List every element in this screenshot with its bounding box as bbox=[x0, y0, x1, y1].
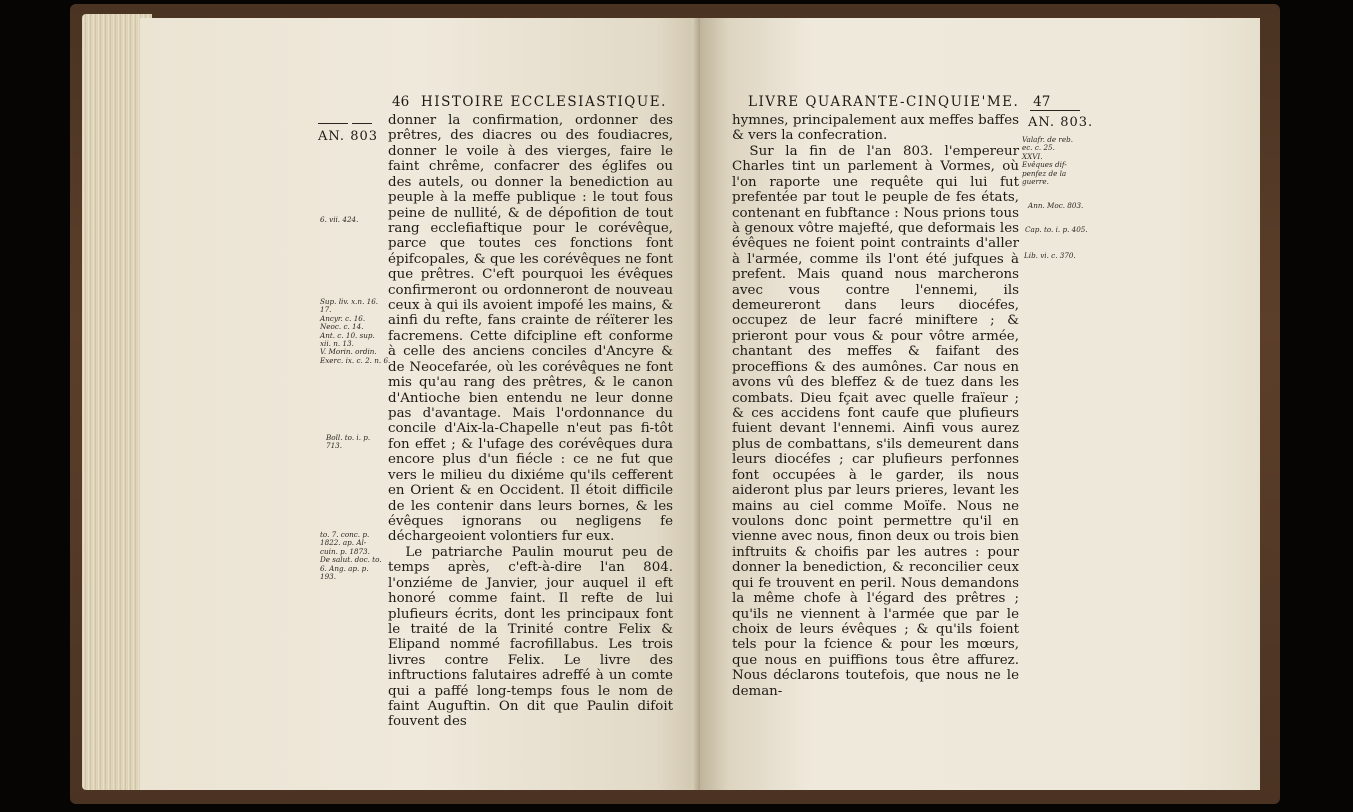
right-margin-note-1: Valafr. de reb. ec. c. 25. XXVI. Evêques dif- penfez de la guerre. bbox=[1022, 135, 1073, 187]
left-margin-note-4: to. 7. conc. p. 1822. ap. Al- cuin. p. 1873. De salut. doc. to. 6. Ang. ap. p. 193. bbox=[320, 530, 382, 582]
right-page-header bbox=[748, 94, 1056, 110]
right-page-number: 47 bbox=[1033, 94, 1051, 110]
right-paragraph-2: Sur la fin de l'an 803. l'empereur Charles tint un parlement à Vormes, où l'on raporte une requête qui lui fut prefentée par tout le peuple de fes états, contenant en fubftance : Nous prions tous à genoux vôtre majefté, que deformais les évêques ne foient point contraints d'aller à l'armée, comme ils l'ont été jufques à prefent. Mais quand nous marcherons avec vous contre l'ennemi, ils demeureront dans leurs diocéfes, occupez de leur facré miniftere ; & prieront pour vous & pour vôtre armée, chantant des meffes & faifant des proceffions & des aumônes. Car nous en avons vû des bleffez & de tuez dans les combats. Dieu fçait avec quelle fraïeur ; & ces accidens font caufe que plufieurs fuient devant l'ennemi. Ainfi vous aurez plus de combattans, s'ils demeurent dans leurs diocéfes ; car plufieurs perfonnes font occupées à le garder, ils nous aideront plus par leurs prieres, levant les mains au ciel comme Moïfe. Nous ne voulons donc point permettre qu'il en vienne avec nous, finon deux ou trois bien inftruits & choifis par les autres : pour donner la benediction, & reconcilier ceux qui fe trouvent en peril. Nous demandons la même chofe à l'égard des prêtres ; qu'ils ne viennent à l'armée que par le choix de leurs évêques ; & qu'ils foient tels pour la fcience & pour les mœurs, que nous en puiffions tous être affurez. Nous déclarons toutefois, que nous ne le deman- bbox=[732, 143, 1019, 699]
left-year-rule-a bbox=[318, 123, 348, 124]
right-year: AN. 803. bbox=[1028, 115, 1094, 130]
right-margin-note-4: Lib. vi. c. 370. bbox=[1024, 251, 1076, 260]
left-year: AN. 803 bbox=[318, 129, 379, 144]
left-margin-note-3: Boll. to. i. p. 713. bbox=[326, 433, 371, 451]
left-paragraph-2: Le patriarche Paulin mourut peu de temps après, c'eft-à-dire l'an 804. l'onziéme de Janvier, jour auquel il eft honoré comme faint. Il refte de lui plufieurs écrits, dont les principaux font le traité de la Trinité contre Felix & Elipand nommé facrofillabus. Les trois livres contre Felix. Le livre des inftructions falutaires adreffé à un comte qui a paffé long-temps fous le nom de faint Auguftin. On dit que Paulin difoit fouvent des bbox=[388, 544, 673, 730]
left-running-title: HISTOIRE ECCLESIASTIQUE. bbox=[420, 94, 667, 110]
right-body-text bbox=[732, 113, 1019, 699]
left-margin-note-1: 6. vii. 424. bbox=[320, 215, 359, 224]
left-year-rule-b bbox=[352, 123, 372, 124]
left-body-text bbox=[388, 113, 673, 730]
right-margin-note-3: Cap. to. i. p. 405. bbox=[1025, 225, 1088, 234]
right-year-rule bbox=[1030, 110, 1080, 111]
left-margin-note-2: Sup. liv. x.n. 16. 17. Ancyr. c. 16. Neoc. c. 14. Ant. c. 10. sup. xii. n. 13. V. Morin. ordin. Exerc. ix. c. 2. n. 6. bbox=[320, 297, 391, 365]
right-running-title: LIVRE QUARANTE-CINQUIE'ME. bbox=[748, 94, 1020, 110]
left-page-header bbox=[392, 94, 667, 110]
right-paragraph-1: hymnes, principalement aux meffes baffes & vers la confecration. bbox=[732, 113, 1019, 144]
right-margin-note-2: Ann. Moc. 803. bbox=[1028, 201, 1084, 210]
left-page-number: 46 bbox=[392, 94, 410, 110]
left-paragraph-1: donner la confirmation, ordonner des prêtres, des diacres ou des foudiacres, donner le voile à des vierges, faire le faint chrême, confacrer des églifes ou des autels, ou donner la benediction au peuple à la meffe publique : le tout fous peine de nullité, & de dépofition de tout rang ecclefiaftique pour le corévêque, parce que toutes ces fonctions font épifcopales, & que les corévêques ne font que prêtres. C'eft pourquoi les évêques confirmeront ou ordonneront de nouveau ceux à qui ils avoient impofé les mains, & ainfi du refte, fans crainte de réïterer les facremens. Cette difcipline eft conforme à celle des anciens conciles d'Ancyre & de Neocefarée, où les corévêques ne font mis qu'au rang des prêtres, & le canon d'Antioche bien entendu ne leur donne pas d'avantage. Mais l'ordonnance du concile d'Aix-la-Chapelle n'eut pas fi-tôt fon effet ; & l'ufage des corévêques dura encore plus d'un fiécle : ce ne fut que vers le milieu du dixiéme qu'ils cefferent en Orient & en Occident. Il étoit difficile de les contenir dans leurs bornes, & les évêques ignorans ou negligens fe déchargeoient volontiers fur eux. bbox=[388, 113, 673, 545]
